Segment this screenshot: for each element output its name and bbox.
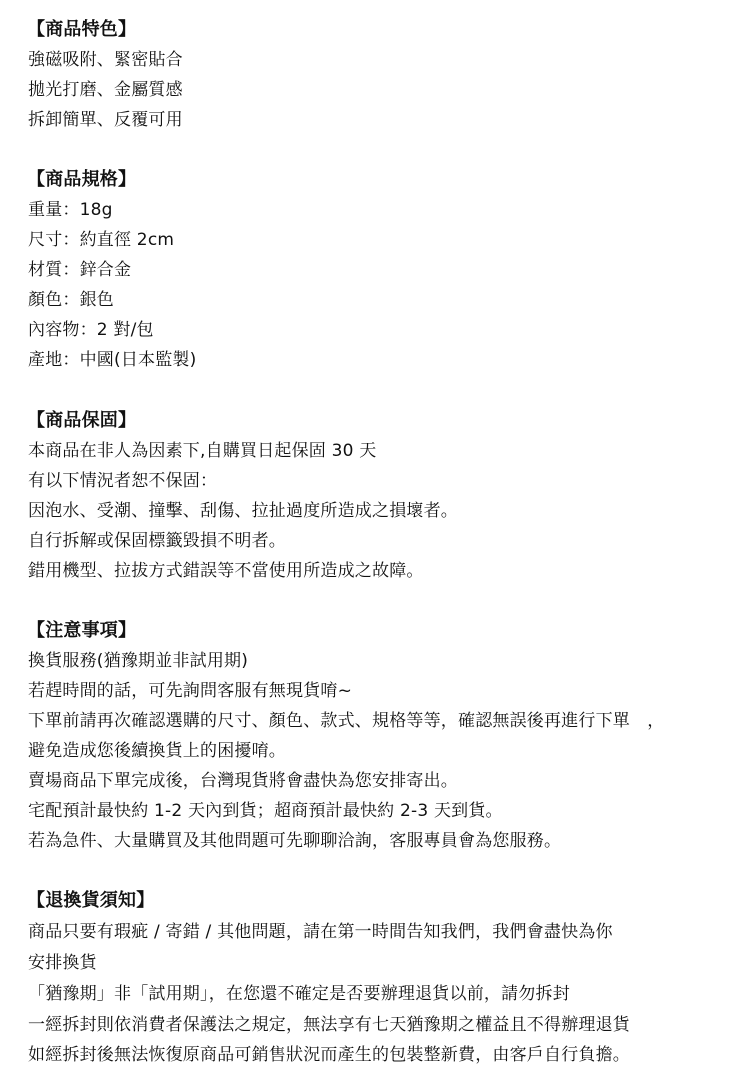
section-heading-returns: 【退換貨須知】 [27, 890, 155, 911]
spec-line: 尺寸：約直徑 2cm [28, 230, 175, 250]
spec-line: 重量：18g [28, 200, 113, 220]
notes-line: 宅配預計最快約 1-2 天內到貨；超商預計最快約 2-3 天到貨。 [28, 801, 503, 821]
section-heading-warranty: 【商品保固】 [27, 410, 137, 431]
spec-line: 產地：中國(日本監製) [28, 350, 197, 370]
notes-line: 賣場商品下單完成後，台灣現貨將會盡快為您安排寄出。 [28, 771, 458, 791]
returns-line: 一經拆封則依消費者保護法之規定，無法享有七天猶豫期之權益且不得辦理退貨 [28, 1015, 630, 1035]
features-line: 強磁吸附、緊密貼合 [28, 50, 183, 70]
returns-line: 安排換貨 [28, 953, 97, 973]
features-line: 拆卸簡單、反覆可用 [28, 110, 183, 130]
section-heading-specs: 【商品規格】 [27, 169, 137, 190]
spec-line: 顏色：銀色 [28, 290, 114, 310]
notes-line: 下單前請再次確認選購的尺寸、顏色、款式、規格等等，確認無誤後再進行下單 ， [28, 711, 665, 731]
warranty-line: 自行拆解或保固標籤毀損不明者。 [28, 531, 286, 551]
features-line: 拋光打磨、金屬質感 [28, 80, 183, 100]
warranty-line: 本商品在非人為因素下,自購買日起保固 30 天 [28, 441, 377, 461]
notes-line: 若為急件、大量購買及其他問題可先聊聊洽詢，客服專員會為您服務。 [28, 831, 562, 851]
warranty-line: 有以下情況者恕不保固： [28, 471, 218, 491]
returns-line: 「猶豫期」非「試用期」，在您還不確定是否要辦理退貨以前，請勿拆封 [28, 984, 570, 1004]
returns-line: 如經拆封後無法恢復原商品可銷售狀況而產生的包裝整新費，由客戶自行負擔。 [28, 1045, 630, 1065]
notes-line: 若趕時間的話，可先詢問客服有無現貨唷~ [28, 681, 353, 701]
section-heading-features: 【商品特色】 [27, 19, 137, 40]
section-heading-notes: 【注意事項】 [27, 620, 137, 641]
notes-line: 避免造成您後續換貨上的困擾唷。 [28, 741, 286, 761]
notes-line: 換貨服務(猶豫期並非試用期) [28, 651, 249, 671]
spec-line: 內容物：2 對/包 [28, 320, 154, 340]
returns-line: 商品只要有瑕疵 / 寄錯 / 其他問題，請在第一時間告知我們，我們會盡快為你 [28, 922, 613, 942]
warranty-line: 錯用機型、拉拔方式錯誤等不當使用所造成之故障。 [28, 561, 424, 581]
spec-line: 材質：鋅合金 [28, 260, 132, 280]
warranty-line: 因泡水、受潮、撞擊、刮傷、拉扯過度所造成之損壞者。 [28, 501, 458, 521]
